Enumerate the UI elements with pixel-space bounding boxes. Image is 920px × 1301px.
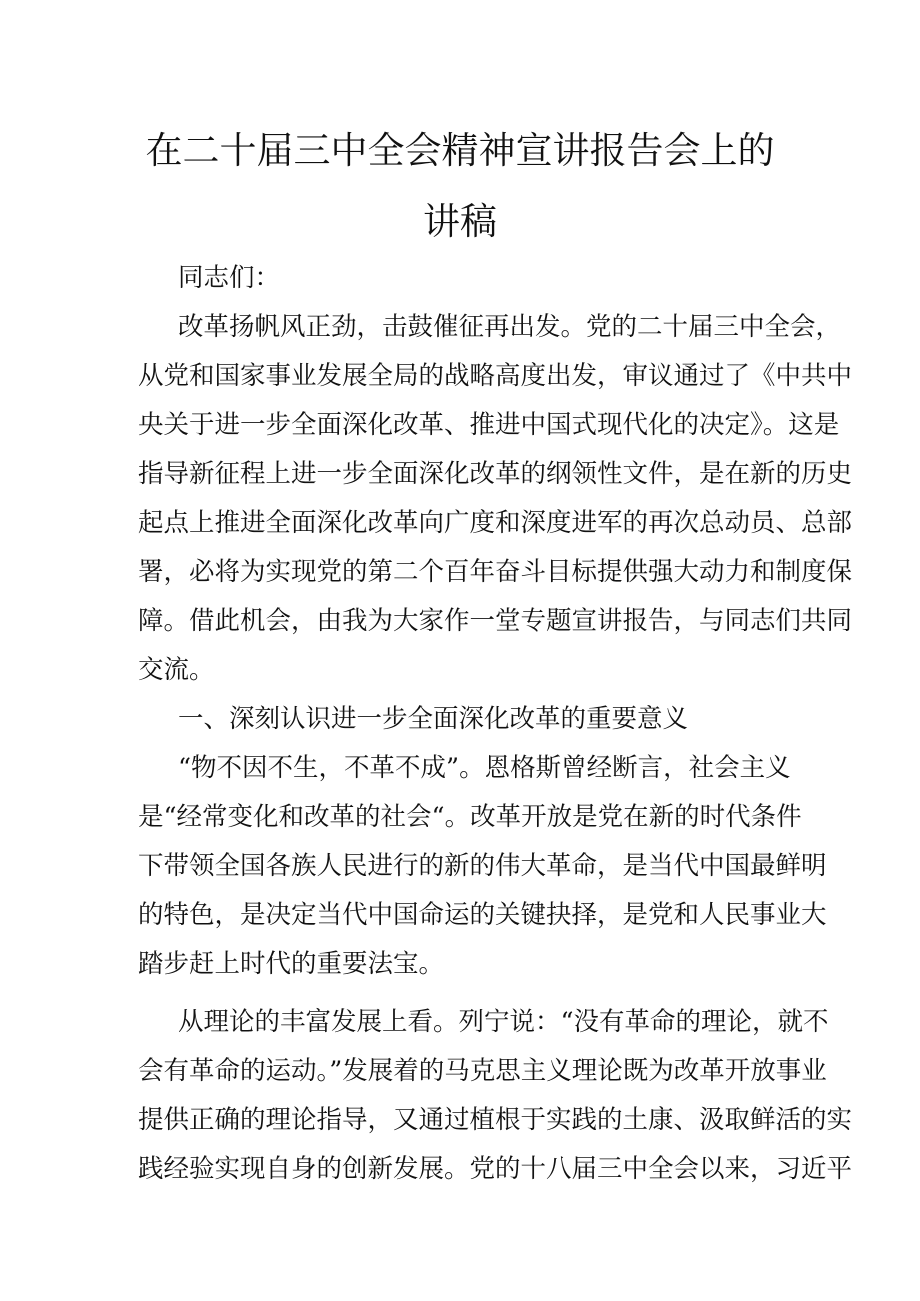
paragraph-line: 下带领全国各族人民进行的新的伟大革命，是当代中国最鲜明: [138, 851, 827, 881]
paragraph-line: 交流。: [138, 655, 215, 685]
paragraph-line: 踏步赶上时代的重要法宝。: [138, 949, 445, 979]
section-heading: 一、深刻认识进一步全面深化改革的重要意义: [178, 704, 689, 734]
paragraph-line: 从党和国家事业发展全局的战略高度出发，审议通过了《中共中: [138, 361, 853, 391]
paragraph-line: 的特色，是决定当代中国命运的关键抉择，是党和人民事业大: [138, 900, 827, 930]
paragraph-line: 署，必将为实现党的第二个百年奋斗目标提供强大动力和制度保: [138, 557, 853, 587]
paragraph-line: 是“经常变化和改革的社会“。改革开放是党在新的时代条件: [138, 802, 802, 832]
salutation: 同志们：: [178, 263, 281, 293]
paragraph-line: 提供正确的理论指导，又通过植根于实践的土康、汲取鲜活的实: [138, 1105, 853, 1135]
paragraph-line: 障。借此机会，由我为大家作一堂专题宣讲报告，与同志们共同: [138, 606, 853, 636]
paragraph-line: 践经验实现自身的创新发展。党的十八届三中全会以来，习近平: [138, 1154, 853, 1184]
paragraph-line: 从理论的丰富发展上看。列宁说：“没有革命的理论，就不: [178, 1007, 829, 1037]
document-title-line-1: 在二十届三中全会精神宣讲报告会上的: [145, 129, 775, 172]
paragraph-line: 会有革命的运动。”发展着的马克思主义理论既为改革开放事业: [138, 1056, 827, 1086]
paragraph-line: “物不因不生，不革不成”。恩格斯曾经断言，社会主义: [178, 753, 791, 783]
paragraph-line: 央关于进一步全面深化改革、推进中国式现代化的决定》。这是: [138, 410, 840, 440]
paragraph-line: 起点上推进全面深化改革向广度和深度进军的再次总动员、总部: [138, 508, 853, 538]
paragraph-line: 改革扬帆风正劲，击鼓催征再出发。党的二十届三中全会，: [178, 312, 842, 342]
document-title-line-2: 讲稿: [423, 200, 497, 243]
paragraph-line: 指导新征程上进一步全面深化改革的纲领性文件，是在新的历史: [138, 459, 853, 489]
